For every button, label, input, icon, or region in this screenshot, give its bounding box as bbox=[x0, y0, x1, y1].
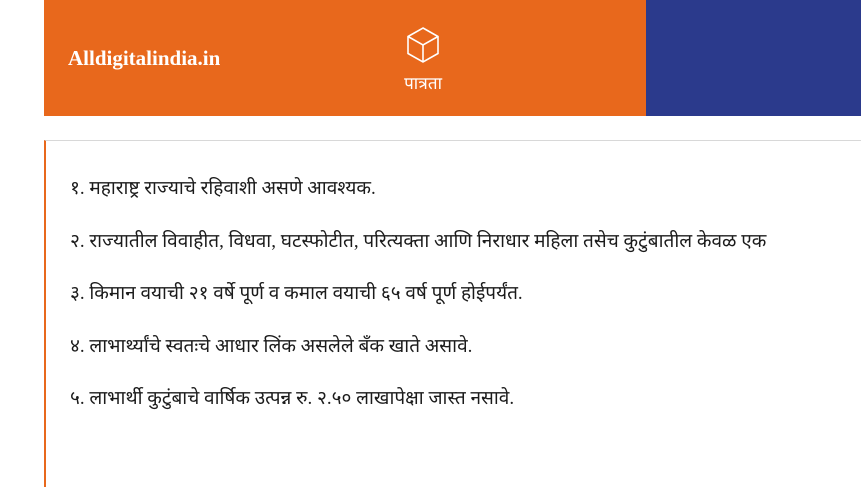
eligibility-list bbox=[46, 175, 861, 414]
list-item: २. राज्यातील विवाहीत, विधवा, घटस्फोटीत, परित्यक्ता आणि निराधार महिला तसेच कुटुंबातील केवळ एक bbox=[70, 230, 767, 252]
list-item: ३. किमान वयाची २१ वर्षे पूर्ण व कमाल वयाची ६५ वर्ष पूर्ण होईपर्यंत. bbox=[70, 283, 523, 304]
list-item: १. महाराष्ट्र राज्याचे रहिवाशी असणे आवश्यक. bbox=[70, 178, 376, 199]
site-header bbox=[44, 0, 861, 116]
header-center-group bbox=[220, 23, 646, 94]
list-item: ४. लाभार्थ्यांचे स्वतःचे आधार लिंक असलेले बँक खाते असावे. bbox=[70, 335, 473, 357]
eligibility-card bbox=[44, 140, 861, 487]
cube-icon bbox=[401, 23, 445, 67]
left-gutter bbox=[0, 0, 44, 487]
list-item: ५. लाभार्थी कुटुंबाचे वार्षिक उत्पन्न रु. २.५० लाखापेक्षा जास्त नसावे. bbox=[70, 388, 515, 409]
brand-logo-text[interactable]: Alldigitalindia.in bbox=[68, 45, 221, 70]
header-orange-panel bbox=[44, 0, 646, 116]
header-blue-panel bbox=[646, 0, 861, 116]
header-title: पात्रता bbox=[404, 73, 443, 93]
